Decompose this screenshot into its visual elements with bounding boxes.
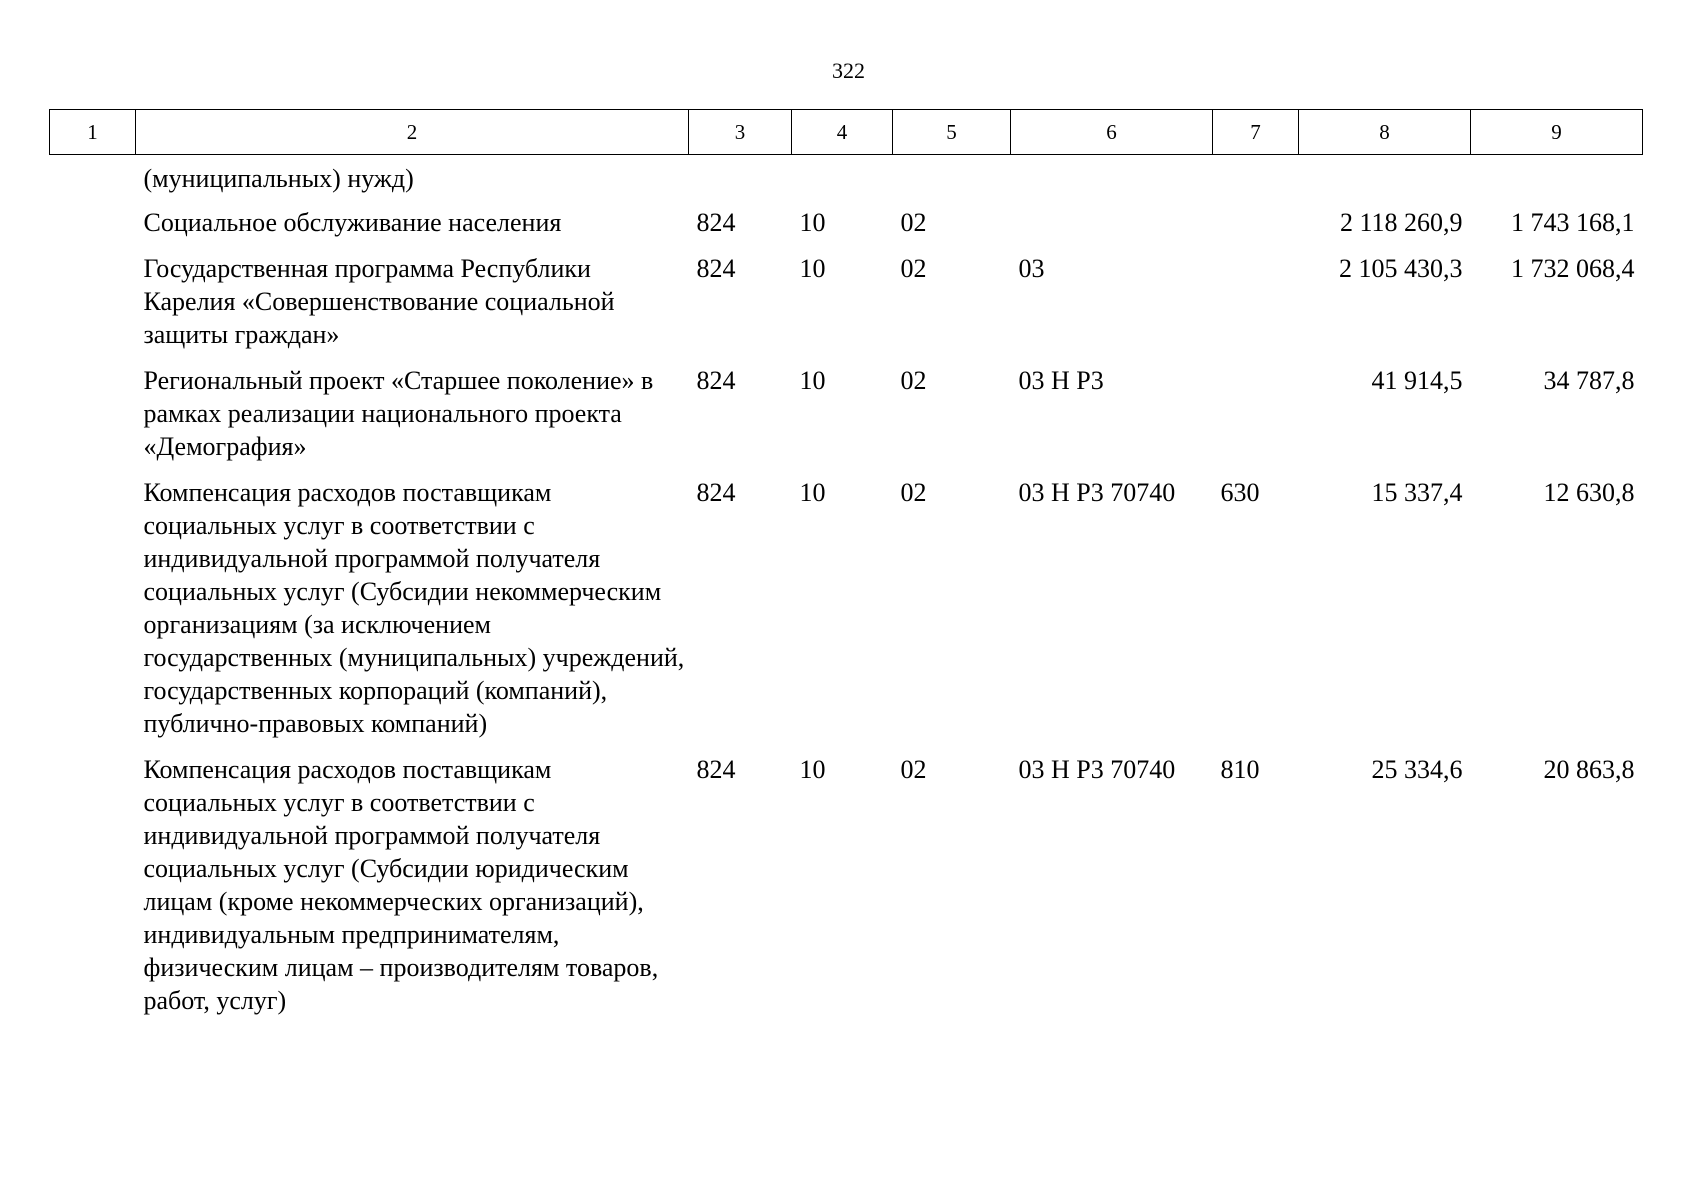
row-name: Государственная программа Республики Карелия «Совершенствование социальной защиты граждан» [143, 254, 615, 349]
row-col-1 [50, 206, 136, 252]
header-col-6: 6 [1011, 110, 1213, 155]
header-col-9: 9 [1471, 110, 1643, 155]
row-col-3: 824 [696, 366, 736, 395]
row-col-6 [1011, 155, 1213, 207]
row-col-5: 02 [900, 366, 927, 395]
row-col-8: 25 334,6 [1371, 755, 1463, 784]
row-name: Компенсация расходов поставщикам социальных услуг в соответствии с индивидуальной программой получателя социальных услуг (Субсидии юридическим лицам (кроме некоммерческих организаций), индивидуальным предпринимателям, физическим лицам – производителям товаров, работ, услуг) [143, 755, 659, 1015]
row-col-7 [1213, 155, 1299, 207]
row-name: (муниципальных) нужд) [143, 164, 414, 193]
row-col-7: 810 [1220, 755, 1260, 784]
row-col-9: 20 863,8 [1543, 755, 1635, 784]
row-name: Социальное обслуживание населения [143, 208, 562, 237]
row-col-1 [50, 476, 136, 753]
row-col-8: 2 105 430,3 [1339, 254, 1463, 283]
row-col-6: 03 Н Р3 [1018, 366, 1104, 395]
row-name: Региональный проект «Старшее поколение» в рамках реализации национального проекта «Демография» [143, 366, 654, 461]
row-col-3: 824 [696, 478, 736, 507]
page-number: 322 [832, 58, 865, 83]
row-col-5: 02 [900, 208, 927, 237]
table-body [50, 155, 1643, 1031]
header-col-1: 1 [50, 110, 136, 155]
row-col-1 [50, 155, 136, 207]
row-col-9: 34 787,8 [1543, 366, 1635, 395]
row-col-1 [50, 252, 136, 364]
row-col-6: 03 Н Р3 70740 [1018, 755, 1176, 784]
row-col-3: 824 [696, 254, 736, 283]
header-col-2: 2 [136, 110, 689, 155]
header-col-8: 8 [1299, 110, 1471, 155]
header-col-7: 7 [1213, 110, 1299, 155]
row-col-6: 03 [1018, 254, 1045, 283]
table-row [50, 206, 1643, 252]
row-col-5: 02 [900, 478, 927, 507]
header-col-4: 4 [792, 110, 893, 155]
row-col-4 [792, 155, 893, 207]
budget-table [49, 109, 1643, 1030]
table-row [50, 364, 1643, 476]
row-col-3: 824 [696, 208, 736, 237]
row-col-4: 10 [799, 208, 826, 237]
row-col-7: 630 [1220, 478, 1260, 507]
row-col-7 [1213, 206, 1299, 252]
header-col-5: 5 [893, 110, 1011, 155]
header-row [50, 110, 1643, 155]
row-col-8: 41 914,5 [1371, 366, 1463, 395]
row-col-9: 1 732 068,4 [1511, 254, 1635, 283]
row-col-3 [689, 155, 792, 207]
row-col-8 [1299, 155, 1471, 207]
table-row [50, 753, 1643, 1030]
row-col-5: 02 [900, 755, 927, 784]
row-col-5: 02 [900, 254, 927, 283]
row-col-7 [1213, 364, 1299, 476]
table-row [50, 155, 1643, 207]
row-col-5 [893, 155, 1011, 207]
row-col-4: 10 [799, 755, 826, 784]
row-col-1 [50, 753, 136, 1030]
header-col-3: 3 [689, 110, 792, 155]
row-col-8: 2 118 260,9 [1339, 208, 1463, 237]
row-col-6 [1011, 206, 1213, 252]
table-row [50, 252, 1643, 364]
row-col-9: 1 743 168,1 [1511, 208, 1635, 237]
table-header [50, 110, 1643, 155]
row-name: Компенсация расходов поставщикам социальных услуг в соответствии с индивидуальной программой получателя социальных услуг (Субсидии некоммерческим организациям (за исключением государственных (муниципальных) учреждений, государственных корпораций (компаний), публично-правовых компаний) [143, 478, 685, 738]
row-col-3: 824 [696, 755, 736, 784]
row-col-9 [1471, 155, 1643, 207]
row-col-1 [50, 364, 136, 476]
row-col-4: 10 [799, 254, 826, 283]
row-col-4: 10 [799, 478, 826, 507]
row-col-9: 12 630,8 [1543, 478, 1635, 507]
row-col-8: 15 337,4 [1371, 478, 1463, 507]
row-col-6: 03 Н Р3 70740 [1018, 478, 1176, 507]
table-row [50, 476, 1643, 753]
row-col-7 [1213, 252, 1299, 364]
row-col-4: 10 [799, 366, 826, 395]
